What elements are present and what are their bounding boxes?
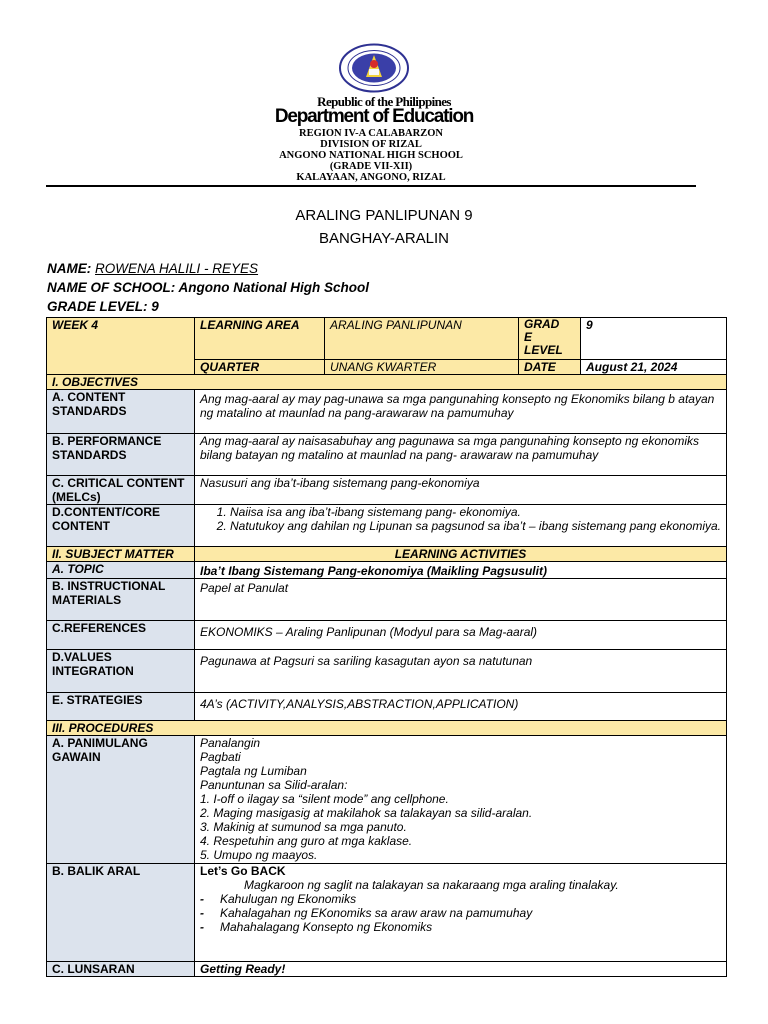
grades-line: (GRADE VII-XII)	[329, 161, 413, 172]
list-item: 5. Umupo ng maayos.	[200, 848, 318, 862]
quarter-label: QUARTER	[195, 360, 325, 375]
school-label: NAME OF SCHOOL:	[47, 280, 179, 295]
list-item: 2. Maging masigasig at makilahok sa talakayan sa silid-aralan.	[200, 806, 533, 820]
lunsaran-text: Getting Ready!	[195, 962, 727, 977]
performance-standards-label: B. PERFORMANCE STANDARDS	[47, 434, 195, 476]
date-label: DATE	[519, 360, 581, 375]
name-label: NAME:	[47, 261, 95, 276]
values-text: Pagunawa at Pagsuri sa sariling kasagutan ayon sa natutunan	[195, 650, 727, 693]
republic-line: Republic of the Philippines	[317, 94, 451, 109]
balik-aral-intro: Magkaroon ng saglit na talakayan sa nakaraang mga araling tinalakay.	[244, 878, 619, 892]
materials-label: B. INSTRUCTIONAL MATERIALS	[47, 579, 195, 621]
name-value: ROWENA HALILI - REYES	[95, 261, 259, 276]
strategies-label: E. STRATEGIES	[47, 693, 195, 721]
lunsaran-label: C. LUNSARAN	[47, 962, 195, 977]
content-standards-text: Ang mag-aaral ay may pag-unawa sa mga pangunahing konsepto ng Ekonomiks bilang b atayan ng matalino at maunlad na pang-arawaraw na pamumuhay	[195, 390, 727, 434]
school-name	[47, 280, 369, 295]
core-content-label: D.CONTENT/CORE CONTENT	[47, 505, 195, 547]
learning-activities-heading: LEARNING ACTIVITIES	[195, 547, 727, 562]
list-item: Panuntunan sa Silid-aralan:	[200, 778, 348, 792]
content-standards-label: A. CONTENT STANDARDS	[47, 390, 195, 434]
list-item: - Kahalagahan ng EKonomiks sa araw araw na pamumuhay	[220, 906, 721, 920]
list-item: - Kahulugan ng Ekonomiks	[220, 892, 721, 906]
list-item: Pagbati	[200, 750, 241, 764]
subject-matter-heading: II. SUBJECT MATTER	[47, 547, 195, 562]
list-item: 3. Makinig at sumunod sa mga panuto.	[200, 820, 407, 834]
lesson-plan-table	[46, 317, 727, 977]
quarter-value: UNANG KWARTER	[325, 360, 519, 375]
week-cell: WEEK 4	[47, 318, 195, 375]
list-item: - Mahahalagang Konsepto ng Ekonomiks	[220, 920, 721, 934]
list-item: 1. Naiisa isa ang iba’t-ibang sistemang pang- ekonomiya.	[230, 505, 721, 519]
grade-label: GRADE LEVEL:	[47, 299, 152, 314]
procedures-heading: III. PROCEDURES	[47, 721, 727, 736]
balik-aral-list	[200, 892, 721, 934]
department-line: Department of Education	[274, 106, 474, 127]
strategies-text: 4A’s (ACTIVITY,ANALYSIS,ABSTRACTION,APPLICATION)	[195, 693, 727, 721]
critical-content-label: C. CRITICAL CONTENT (MELCs)	[47, 476, 195, 505]
balik-aral-cell	[195, 864, 727, 962]
materials-text: Papel at Panulat	[195, 579, 727, 621]
grade-value: 9	[151, 299, 159, 314]
header-rule	[46, 185, 696, 187]
grade-level	[47, 299, 159, 314]
references-text: EKONOMIKS – Araling Panlipunan (Modyul para sa Mag-aaral)	[195, 621, 727, 650]
core-content-cell	[195, 505, 727, 547]
learning-area-label: LEARNING AREA	[195, 318, 325, 360]
list-item: 1. I-off o ilagay sa “silent mode” ang cellphone.	[200, 792, 449, 806]
objectives-heading: I. OBJECTIVES	[47, 375, 727, 390]
performance-standards-text: Ang mag-aaral ay naisasabuhay ang pagunawa sa mga pangunahing konsepto ng ekonomiks bilang batayan ng matalino at maunlad na pang- arawaraw na pamumuhay	[195, 434, 727, 476]
list-item: 4. Respetuhin ang guro at mga kaklase.	[200, 834, 413, 848]
learning-area-value: ARALING PANLIPUNAN	[325, 318, 519, 360]
document-subtitle: BANGHAY-ARALIN	[318, 230, 450, 247]
balik-aral-heading: Let’s Go BACK	[200, 864, 286, 878]
balik-aral-label: B. BALIK ARAL	[47, 864, 195, 962]
list-item: Pagtala ng Lumiban	[200, 764, 307, 778]
topic-label: A. TOPIC	[47, 562, 195, 579]
panimulang-cell	[195, 736, 727, 864]
school-value: Angono National High School	[178, 280, 369, 295]
teacher-name	[47, 261, 258, 276]
core-content-list	[200, 505, 721, 533]
panimulang-label: A. PANIMULANG GAWAIN	[47, 736, 195, 864]
school-line: ANGONO NATIONAL HIGH SCHOOL	[279, 150, 463, 161]
document-title: ARALING PANLIPUNAN 9	[295, 207, 473, 224]
deped-seal-icon	[337, 43, 411, 93]
region-line: REGION IV-A CALABARZON	[299, 128, 443, 139]
grade-level-value: 9	[581, 318, 727, 360]
address-line: KALAYAAN, ANGONO, RIZAL	[296, 172, 446, 183]
division-line: DIVISION OF RIZAL	[320, 139, 422, 150]
references-label: C.REFERENCES	[47, 621, 195, 650]
topic-text: Iba’t Ibang Sistemang Pang-ekonomiya (Maikling Pagsusulit)	[195, 562, 727, 579]
list-item: Panalangin	[200, 736, 261, 750]
values-label: D.VALUES INTEGRATION	[47, 650, 195, 693]
list-item: 2. Natutukoy ang dahilan ng Lipunan sa pagsunod sa iba’t – ibang sistemang pang ekonomiya.	[230, 519, 721, 533]
critical-content-text: Nasusuri ang iba’t-ibang sistemang pang-ekonomiya	[195, 476, 727, 505]
date-value: August 21, 2024	[581, 360, 727, 375]
grade-level-label: GRAD E LEVEL	[519, 318, 581, 360]
